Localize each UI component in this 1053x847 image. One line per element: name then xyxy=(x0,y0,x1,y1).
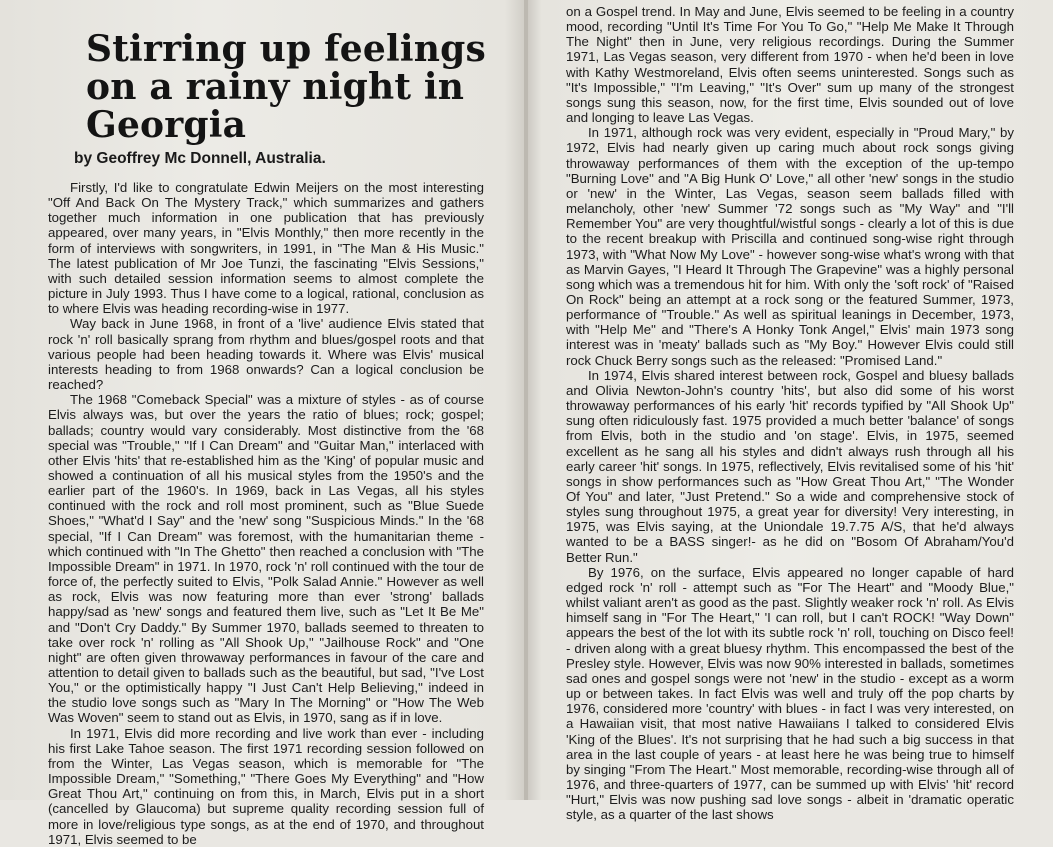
right-text-column xyxy=(566,4,1014,822)
left-page xyxy=(0,0,526,847)
article-title: Stirring up feelings on a rainy night in Georgia xyxy=(86,28,486,146)
paragraph: Way back in June 1968, in front of a 'live' audience Elvis stated that rock 'n' roll basically sprang from rhythm and blues/gospel roots and that various people had been heading towards it. Where was Elvis' musical interests heading to from 1968 onwards? Can a logical conclusion be reached? xyxy=(48,316,484,393)
paragraph: By 1976, on the surface, Elvis appeared no longer capable of hard edged rock 'n' roll - attempt such as "For The Heart" and "Moody Blue," whilst valiant aren't as good as the past. Slightly weaker rock 'n' roll. As Elvis himself sang in "For The Heart," 'I can roll, but I can't ROCK! "Way Down" appears the best of the lot with its subtle rock 'n' roll, touching on Disco feel! - driven along with a great bluesy rhythm. This encompassed the best of the Presley style. However, Elvis was now 90% interested in ballads, sometimes sad ones and gospel songs were not 'new' in the studio - except as a worm up or between takes. In fact Elvis was well and truly off the pop charts by 1976, considered more 'country' with blues - in fact I was very interested, on a Hawaiian visit, that most native Hawaiians I talked to considered Elvis 'King of the Blues'. It's not surprising that he had such a big success in that area in the last couple of years - at least here he was being true to himself by singing "From The Heart." Most memorable, recording-wise through all of 1976, and three-quarters of 1977, can be summed up with Elvis' 'hit' record "Hurt," Elvis was now pushing sad love songs - albeit in 'dramatic operatic style, as a quarter of the last shows xyxy=(566,564,1014,823)
paragraph: In 1971, although rock was very evident, especially in "Proud Mary," by 1972, Elvis had nearly given up caring much about rock songs giving throwaway performances of them with the exception of the up-tempo "Burning Love" and "A Big Hunk O' Love," all other 'new' songs in the studio or 'new' in the Winter, Las Vegas, season seem ballads filled with melancholy, other 'new' Summer '72 songs such as "My Way" and "I'll Remember You" are very thoughtful/wistful songs - clearly a lot of this is due to the recent breakup with Priscilla and continued song-wise right through 1973, with "What Now My Love" - however song-wise what's wrong with that as Marvin Gayes, "I Heard It Through The Grapevine" was a highly personal song which was a tremendous hit for him. With only the 'soft rock' of "Raised On Rock" being an attempt at a rock song or the featured Summer, 1973, performance of "Trouble." As well as spiritual leanings in December, 1973, with "Help Me" and "There's A Honky Tonk Angel," Elvis' main 1973 song interest was in 'meaty' ballads such as "My Boy." However Elvis could still rock Chuck Berry songs such as the released: "Promised Land." xyxy=(566,125,1014,368)
left-text-column xyxy=(48,180,484,847)
paragraph: The 1968 "Comeback Special" was a mixture of styles - as of course Elvis always was, but over the years the ratio of blues; rock; gospel; ballads; country would vary considerably. Most distinctive from the '68 special was "Trouble," "If I Can Dream" and "Guitar Man," interlaced with other Elvis 'hits' that re-established him as the 'King' of popular music and showed a continuation of all his musical styles from the 1950's and the earlier part of the 1960's. In 1969, back in Las Vegas, all his styles continued with the rock and roll most prominent, such as "Blue Suede Shoes," "What'd I Say" and the 'new' song "Suspicious Minds." In the '68 special, "If I Can Dream" was foremost, with the humanitarian theme - which continued with "In The Ghetto" then reached a conclusion with "The Impossible Dream" in 1971. In 1970, rock 'n' roll continued with the tour de force of, the perfectly suited to Elvis, "Polk Salad Annie." However as well as rock, Elvis was now featuring more than ever 'strong' ballads happy/sad as 'new' songs and featured them live, such as "Let It Be Me" and "Don't Cry Daddy." By Summer 1970, ballads seemed to threaten to take over rock 'n' rolling as "All Shook Up," "Jailhouse Rock" and "One night" are often given throwaway performances in favour of the care and attention to detail given to ballads such as the beautiful, but sad, "I've Lost You," or the optimistically happy "I Just Can't Help Believing," indeed in the studio love songs such as "Mary In The Morning" or "How The Web Was Woven" seem to stand out as Elvis, in 1970, sang as if in love. xyxy=(48,392,484,726)
paragraph: In 1971, Elvis did more recording and live work than ever - including his first Lake Tahoe season. The first 1971 recording session followed on from the Winter, Las Vegas season, which is memorable for "The Impossible Dream," "Something," "There Goes My Everything" and "How Great Thou Art," continuing on from this, in March, Elvis put in a short (cancelled by Glaucoma) but supreme quality recording session full of more in love/religious type songs, as at the end of 1970, and throughout 1971, Elvis seemed to be xyxy=(48,725,484,847)
paragraph: Firstly, I'd like to congratulate Edwin Meijers on the most interesting "Off And Back On The Mystery Track," which summarizes and gathers together much information in one publication that has previously appeared, over many years, in "Elvis Monthly," then more recently in the form of interviews with songwriters, in 1991, in "The Man & His Music." The latest publication of Mr Joe Tunzi, the fascinating "Elvis Sessions," with such detailed session information seems to almost complete the picture in July 1993. Thus I have come to a logical, rational, conclusion as to where Elvis was heading recording-wise in 1977. xyxy=(48,180,484,317)
page-gutter xyxy=(524,0,528,800)
paragraph: on a Gospel trend. In May and June, Elvis seemed to be feeling in a country mood, recording "Until It's Time For You To Go," "Help Me Make It Through The Night" then in June, very religious recordings. During the Summer 1971, Las Vegas season, very different from 1970 - when he'd been in love with Kathy Westmoreland, Elvis often seems uninterested. Songs such as "It's Impossible," "I'm Leaving," "It's Over" sum up many of the strongest songs sung this season, now, for the first time, Elvis sounded out of love and longing to leave Las Vegas. xyxy=(566,4,1014,126)
right-page xyxy=(526,0,1053,823)
paragraph: In 1974, Elvis shared interest between rock, Gospel and bluesy ballads and Olivia Newton-John's country 'hits', but also did some of his worst throwaway performances of his early 'hit' records typified by "All Shook Up" sung often ridiculously fast. 1975 provided a much better 'balance' of songs from Elvis, both in the studio and 'on stage'. Elvis, in 1975, seemed excellent as he sang all his styles and didn't always rush through all his early career 'hit' songs. In 1975, reflectively, Elvis revitalised some of his 'hit' songs in show performances such as "How Great Thou Art," "The Wonder Of You" and later, "Just Pretend." So a wide and comprehensive stock of styles sung throughout 1975, a great year for diversity! Very interesting, in 1975, was Elvis saying, at the Uniondale 19.7.75 A/S, that he'd always wanted to be a BASS singer!- as he did on "Bosom Of Abraham/You'd Better Run." xyxy=(566,367,1014,565)
article-byline: by Geoffrey Mc Donnell, Australia. xyxy=(74,150,326,167)
